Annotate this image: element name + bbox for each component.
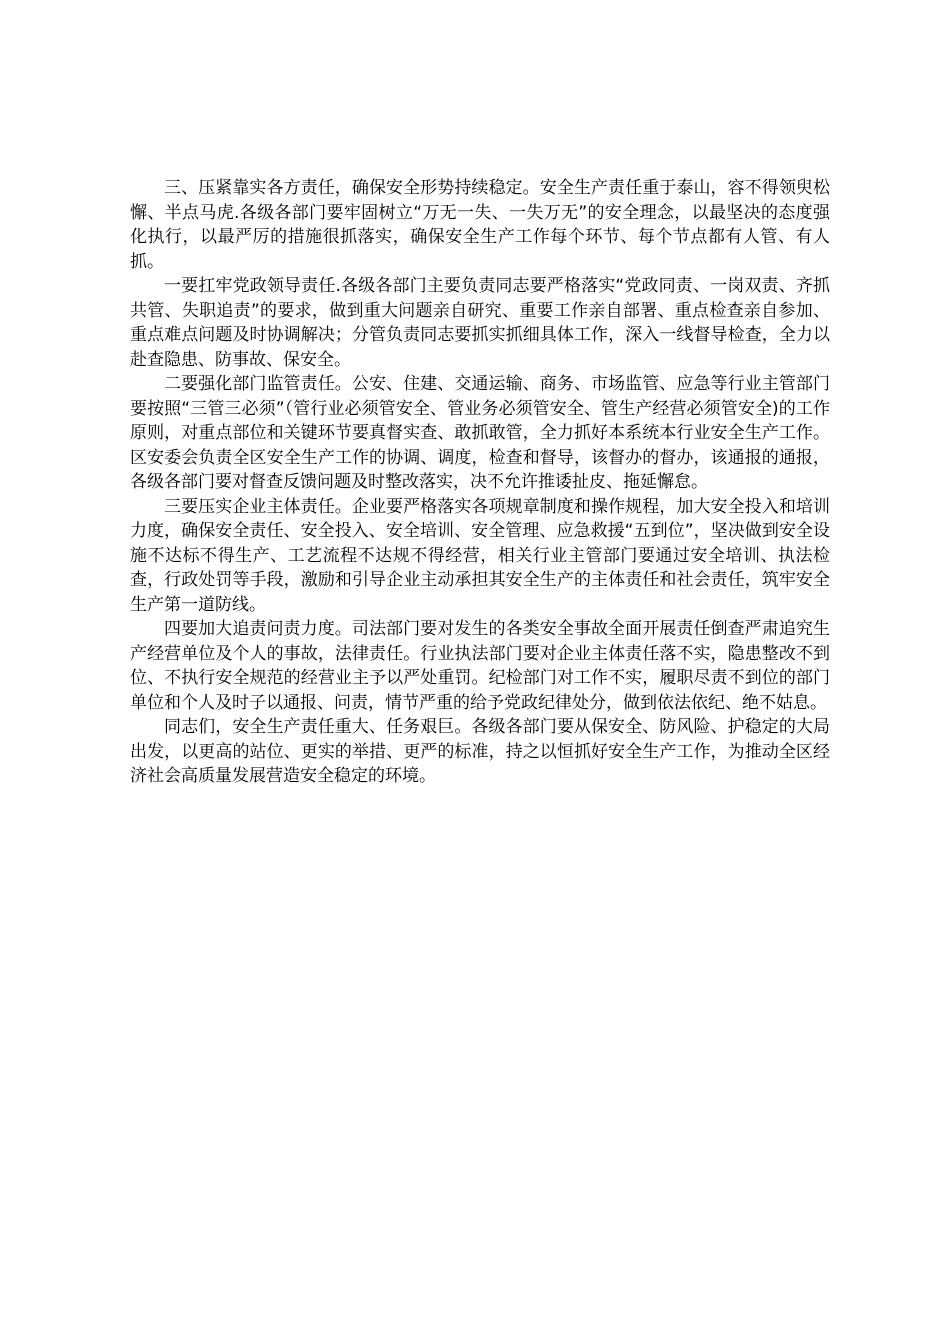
paragraph-section-three: 三、压紧靠实各方责任，确保安全形势持续稳定。安全生产责任重于泰山，容不得领臾松懈、半点马虎.各级各部门要牢固树立“万无一失、一失万无”的安全理念，以最坚决的态度强化执行，以最严厉的措施很抓落实，确保安全生产工作每个环节、每个节点都有人管、有人抓。 — [130, 178, 830, 272]
paragraph-enterprise-responsibility: 三要压实企业主体责任。企业要严格落实各项规章制度和操作规程，加大安全投入和培训力度，确保安全责任、安全投入、安全培训、安全管理、应急救援“五到位”，坚决做到安全设施不达标不得生产、工艺流程不达规不得经营，相关行业主管部门要通过安全培训、执法检查，行政处罚等手段，激励和引导企业主动承担其安全生产的主体责任和社会责任，筑牢安全生产第一道防线。 — [130, 496, 830, 615]
document-body — [130, 176, 830, 789]
paragraph-party-leadership: 一要扛牢党政领导责任.各级各部门主要负责同志要严格落实“党政同责、一岗双责、齐抓共管、失职追责”的要求，做到重大问题亲自研究、重要工作亲自部署、重点检查亲自参加、重点难点问题及时协调解决；分管负责同志要抓实抓细具体工作，深入一线督导检查，全力以赴查隐患、防事故、保安全。 — [130, 276, 830, 370]
paragraph-accountability: 四要加大追责问责力度。司法部门要对发生的各类安全事故全面开展责任倒查严肃追究生产经营单位及个人的事故，法律责任。行业执法部门要对企业主体责任落不实，隐患整改不到位、不执行安全规范的经营业主予以严处重罚。纪检部门对工作不实，履职尽责不到位的部门单位和个人及时子以通报、问责，情节严重的给予党政纪律处分，做到依法依纪、绝不姑息。 — [130, 619, 830, 713]
paragraph-closing: 同志们，安全生产责任重大、任务艰巨。各级各部门要从保安全、防风险、护稳定的大局出发，以更高的站位、更实的举措、更严的标准，持之以恒抓好安全生产工作，为推动全区经济社会高质量发展营造安全稳定的环境。 — [130, 717, 830, 786]
paragraph-department-supervision: 二要强化部门监管责任。公安、住建、交通运输、商务、市场监管、应急等行业主管部门要按照“三管三必须”（管行业必须管安全、管业务必须管安全、管生产经营必须管安全)的工作原则，对重点部位和关键环节要真督实查、敢抓敢管，全力抓好本系统本行业安全生产工作。区安委会负责全区安全生产工作的协调、调度，检查和督导，该督办的督办，该通报的通报，各级各部门要对督查反馈问题及时整改落实，决不允许推诿扯皮、拖延懈怠。 — [130, 374, 830, 492]
